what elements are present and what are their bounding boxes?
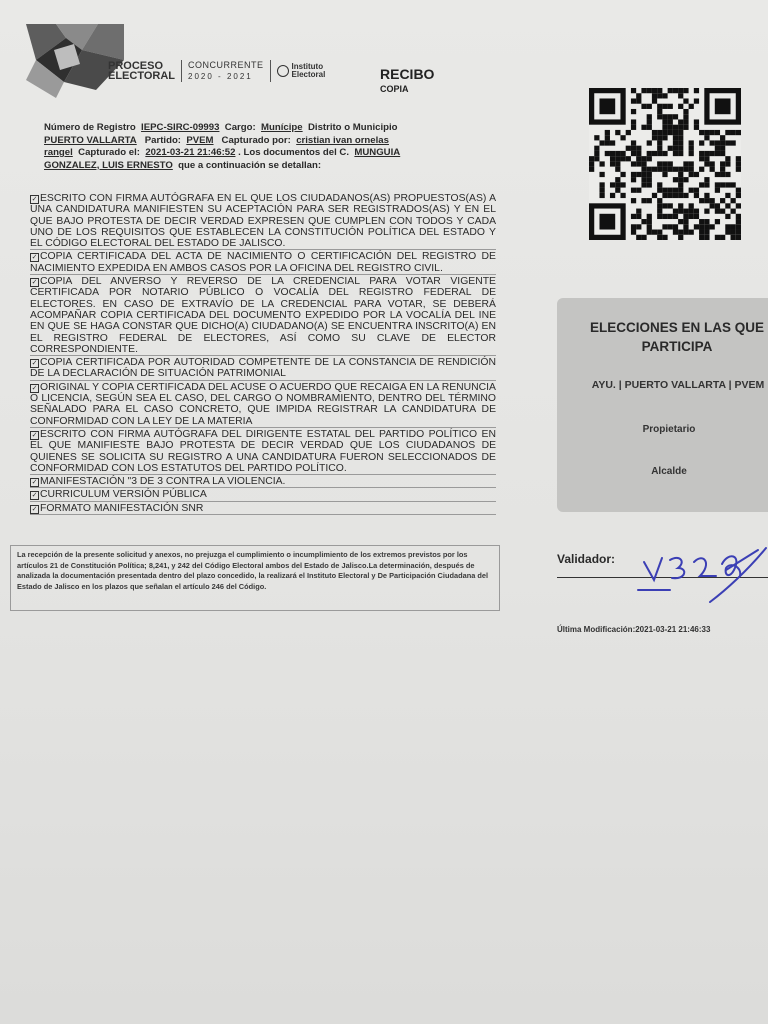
numero-label: Número de Registro: [44, 122, 136, 133]
cargo-label: Cargo:: [224, 122, 256, 133]
brand-concurrente: [188, 60, 264, 82]
list-item: [30, 488, 496, 501]
requisito-text: CURRICULUM VERSIÓN PÚBLICA: [40, 489, 207, 501]
validador-label: Validador:: [557, 552, 616, 566]
requisito-text: ESCRITO CON FIRMA AUTÓGRAFA DEL DIRIGENTE ESTATAL DEL PARTIDO POLÍTICO EN EL QUE MANIFIESTE BAJO PROTESTA DE DECIR VERDAD QUE LOS CIUDADANOS DE QUIENES SE SOLICITA SU REGISTRO A UNA CANDIDATURA FUERON SELECCIONADOS DE CONFORMIDAD CON LOS ESTATUTOS DEL PARTIDO POLÍTICO.: [30, 428, 496, 474]
partido-value: PVEM: [186, 134, 214, 146]
panel-title: ELECCIONES EN LAS QUE PARTICIPA: [589, 320, 765, 354]
nombre-value-2: GONZALEZ, LUIS ERNESTO: [44, 159, 173, 171]
list-item: [30, 356, 496, 381]
panel-ayuntamiento: AYU. | PUERTO VALLARTA | PVEM: [591, 379, 765, 391]
partido-label: Partido:: [144, 134, 181, 146]
list-item: [30, 275, 496, 356]
document-subtitle: COPIA: [380, 84, 409, 94]
requisito-text: ORIGINAL Y COPIA CERTIFICADA DEL ACUSE O ACUERDO QUE RECAIGA EN LA RENUNCIA O LICENCIA, SEGÚN SEA EL CASO, DEL CARGO O NOMBRAMIENTO, DENTRO DEL TÉRMINO SEÑALADO PARA EL CASO CONCRETO, QUE IMPIDA REGISTRAR LA CANDIDATURA DE CONFORMIDAD CON LA LEY DE LA MATERIA: [30, 381, 496, 427]
ultima-fecha: 2021-03-21 21:46:33: [635, 625, 711, 634]
brand-years: 2020 - 2021: [188, 72, 253, 81]
list-item: [30, 428, 496, 475]
panel-calidad: Propietario: [642, 424, 696, 435]
checkbox-icon: ✓: [31, 384, 38, 392]
checkbox-icon: ✓: [31, 505, 38, 513]
list-item: [30, 250, 496, 275]
nombre-value: MUNGUIA: [354, 147, 401, 158]
requisito-text: MANIFESTACIÓN "3 DE 3 CONTRA LA VIOLENCIA.: [40, 476, 286, 488]
registro-block: [44, 122, 504, 172]
capturado-por-value: cristian ivan ornelas: [296, 134, 389, 146]
brand-divider-2: [270, 60, 271, 82]
list-item: [30, 381, 496, 428]
brand-sub-line-1: CONCURRENTE: [188, 60, 264, 70]
checkbox-icon: ✓: [31, 254, 38, 262]
cargo-value: Munícipe: [261, 122, 303, 133]
capturado-por-value-2: rangel: [44, 147, 73, 158]
checkbox-icon: ✓: [31, 479, 38, 487]
list-item: [30, 192, 496, 250]
checkbox-icon: ✓: [31, 196, 38, 203]
panel-cargo: Alcalde: [651, 466, 687, 477]
brand-divider: [181, 60, 182, 82]
brand-proceso: [108, 61, 175, 81]
capturado-por-label: Capturado por:: [221, 134, 291, 146]
brand-block: [108, 60, 325, 82]
checkbox-icon: ✓: [31, 279, 38, 287]
legal-note: La recepción de la presente solicitud y anexos, no prejuzga el cumplimiento o incumplimiento de los extremos previstos por los artículos 21 de Constitución Política; 8,241, y 242 del Código Electoral ambos del Estado de Jalisco.La determinación, después de analizada la documentación presentada dentro del plazo concedido, la realizará el Instituto Electoral y De Participación Ciudadana del Estado de Jalisco en los plazos que señalan el artículo 246 del Código.: [10, 545, 500, 611]
capturado-el-label: Capturado el:: [78, 147, 140, 158]
capturado-el-value: 2021-03-21 21:46:52: [145, 147, 236, 158]
documentos-label: . Los documentos del C.: [238, 147, 350, 158]
requisito-text: COPIA CERTIFICADA DEL ACTA DE NACIMIENTO O CERTIFICACIÓN DEL REGISTRO DE NACIMIENTO EXPEDIDA EN AMBOS CASOS POR LA OFICINA DEL REGISTRO CIVIL.: [30, 251, 496, 274]
checkbox-icon: ✓: [31, 492, 38, 500]
checkbox-icon: ✓: [31, 431, 38, 439]
iepc-circle-icon: [277, 65, 289, 77]
requisito-text: COPIA CERTIFICADA POR AUTORIDAD COMPETENTE DE LA CONSTANCIA DE RENDICIÓN DE LA DECLARACIÓN DE SITUACIÓN PATRIMONIAL: [30, 357, 496, 380]
iepc-logo-icon: [277, 63, 326, 79]
signature-icon: [630, 540, 768, 610]
list-item: [30, 502, 496, 515]
institute-line-1: Instituto: [291, 62, 324, 71]
institute-line-2: Electoral: [291, 70, 326, 79]
distrito-label: Distrito o Municipio: [307, 122, 398, 133]
ultima-modificacion: [557, 625, 710, 634]
qr-code-icon: [587, 88, 743, 240]
ultima-label: Última Modificación:: [557, 625, 636, 634]
requisito-text: COPIA DEL ANVERSO Y REVERSO DE LA CREDENCIAL PARA VOTAR VIGENTE CERTIFICADA POR NOTARIO PÚBLICO O VOCALÍA DEL REGISTRO FEDERAL DE ELECTORES. EN CASO DE EXTRAVÍO DE LA CREDENCIAL PARA VOTAR, SE DEBERÁ ACOMPAÑAR COPIA CERTIFICADA DEL DOCUMENTO EXPEDIDO POR LA VOCALÍA DEL INE EN QUE SE HAGA CONSTAR QUE DICHO(A) CIUDADANO(A) SE ENCUENTRA INSCRITO(A) EN EL REGISTRO FEDERAL DE ELECTORES, ASÍ COMO SU CLAVE DE ELECTOR CORRESPONDIENTE.: [30, 276, 496, 355]
brand-main-line-2: ELECTORAL: [108, 70, 176, 82]
municipio-value: PUERTO VALLARTA: [44, 134, 137, 146]
elecciones-panel: [557, 298, 768, 512]
brand-main-line-1: PROCESO: [108, 60, 164, 72]
document-title: RECIBO: [380, 66, 435, 82]
continuacion-label: que a continuación se detallan:: [178, 159, 322, 171]
checkbox-icon: ✓: [31, 360, 38, 368]
numero-value: IEPC-SIRC-09993: [141, 122, 220, 133]
requisito-text: FORMATO MANIFESTACIÓN SNR: [40, 502, 204, 514]
requisito-text: ESCRITO CON FIRMA AUTÓGRAFA EN EL QUE LOS CIUDADANOS(AS) PROPUESTOS(AS) A UNA CANDIDATURA MANIFIESTEN SU ACEPTACIÓN PARA SER REGISTRADOS(AS) Y EN EL QUE BAJO PROTESTA DE DECIR VERDAD EXPRESEN QUE CUMPLEN CON TODOS Y CADA UNO DE LOS REQUISITOS QUE ESTABLECEN LA CONSTITUCIÓN POLÍTICA DEL ESTADO Y EL CÓDIGO ELECTORAL DEL ESTADO DE JALISCO.: [30, 193, 496, 250]
requisitos-list: [30, 192, 496, 515]
list-item: [30, 475, 496, 488]
